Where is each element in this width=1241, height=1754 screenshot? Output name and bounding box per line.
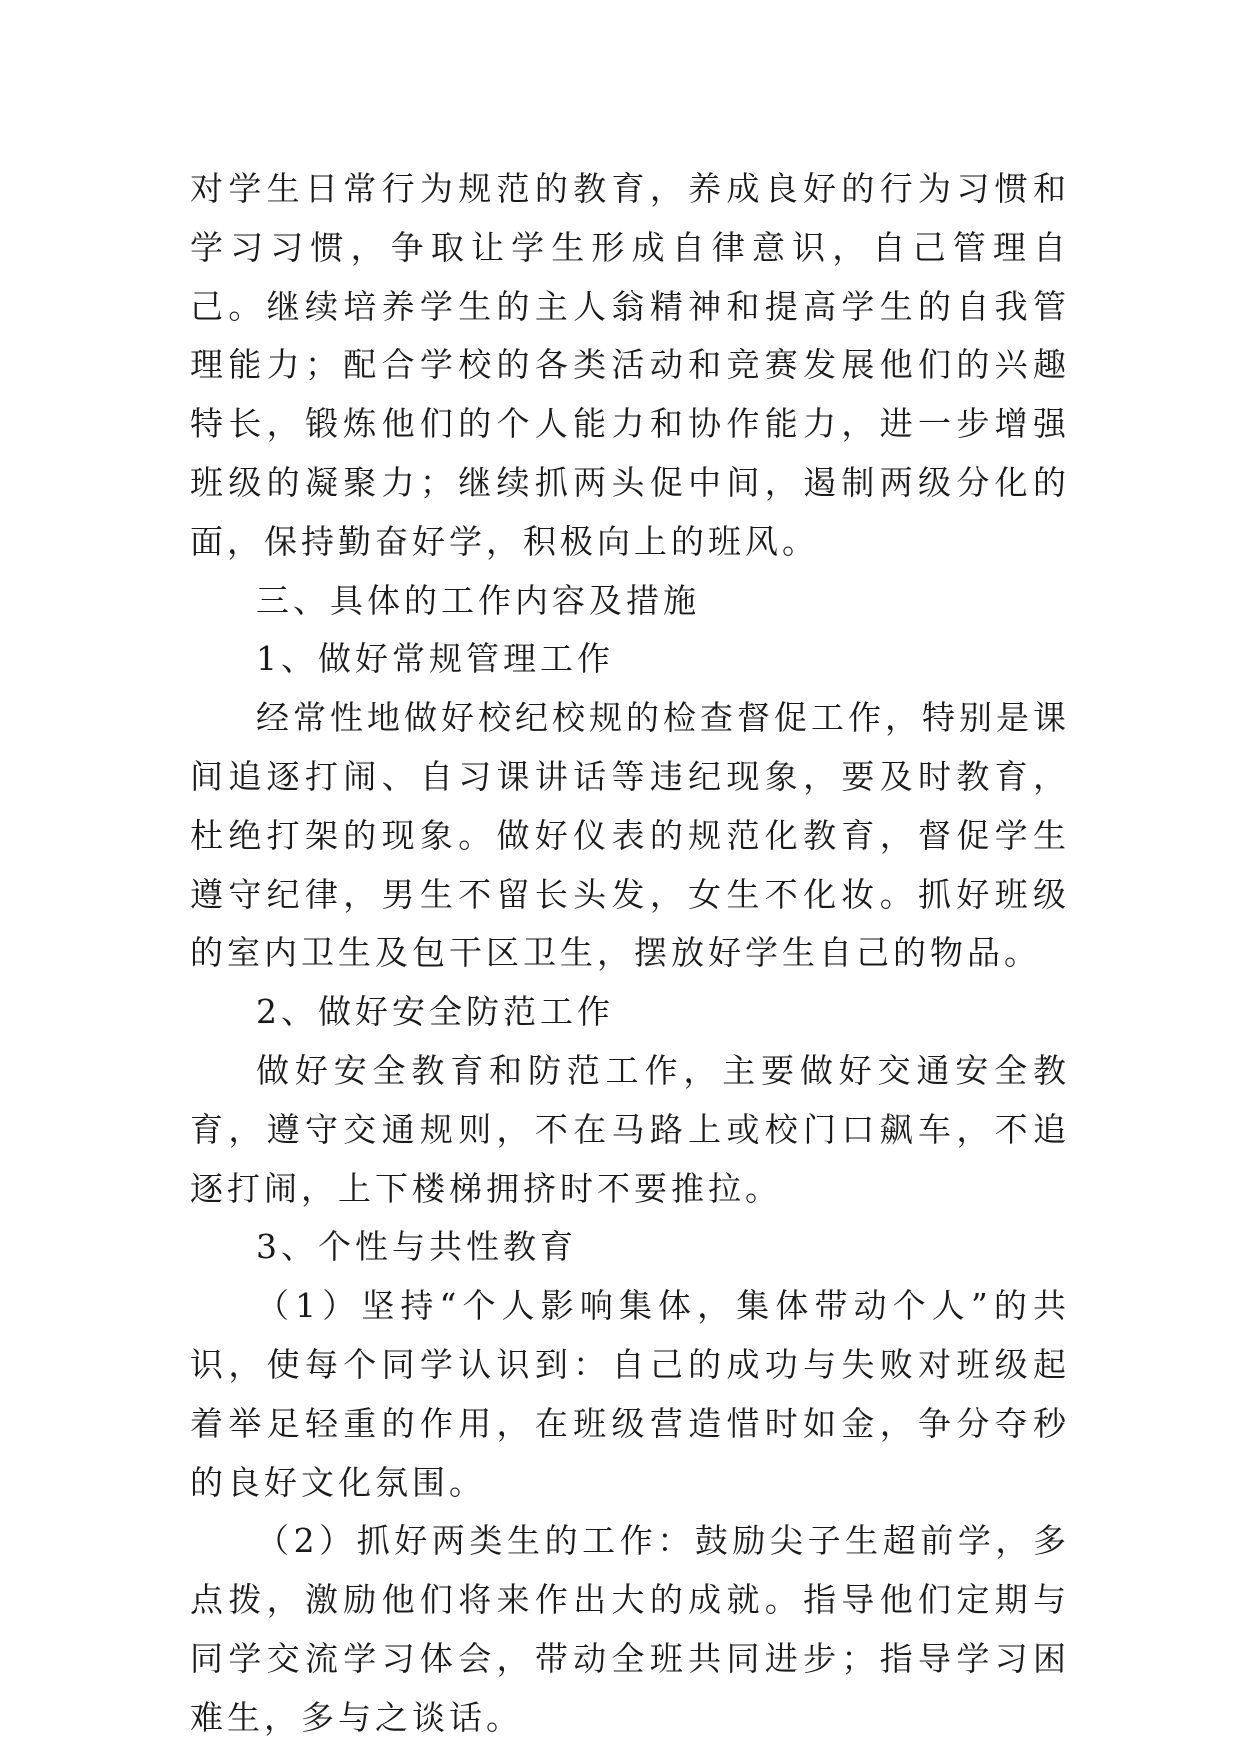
subsection-heading: 2、做好安全防范工作 xyxy=(256,992,614,1032)
subsection-heading: 3、个性与共性教育 xyxy=(256,1227,577,1267)
body-paragraph: （1）坚持“个人影响集体，集体带动个人”的共识，使每个同学认识到：自己的成功与失败对班级起着举足轻重的作用，在班级营造惜时如金，争分夺秒的良好文化氛围。 xyxy=(190,1286,1070,1502)
body-paragraph: 对学生日常行为规范的教育，养成良好的行为习惯和学习习惯，争取让学生形成自律意识，自己管理自己。继续培养学生的主人翁精神和提高学生的自我管理能力；配合学校的各类活动和竞赛发展他们的兴趣特长，锻炼他们的个人能力和协作能力，进一步增强班级的凝聚力；继续抓两头促中间，遏制两级分化的面，保持勤奋好学，积极向上的班风。 xyxy=(190,169,1070,561)
document-body xyxy=(190,160,1070,1748)
subsection-heading: 1、做好常规管理工作 xyxy=(256,639,614,679)
section-heading: 三、具体的工作内容及措施 xyxy=(256,580,700,620)
body-paragraph: 经常性地做好校纪校规的检查督促工作，特别是课间追逐打闹、自习课讲话等违纪现象，要及时教育，杜绝打架的现象。做好仪表的规范化教育，督促学生遵守纪律，男生不留长头发，女生不化妆。抓好班级的室内卫生及包干区卫生，摆放好学生自己的物品。 xyxy=(190,698,1070,973)
body-paragraph: 做好安全教育和防范工作，主要做好交通安全教育，遵守交通规则，不在马路上或校门口飙车，不追逐打闹，上下楼梯拥挤时不要推拉。 xyxy=(190,1050,1070,1208)
body-paragraph: （2）抓好两类生的工作：鼓励尖子生超前学，多点拨，激励他们将来作出大的成就。指导他们定期与同学交流学习体会，带动全班共同进步；指导学习困难生，多与之谈话。 xyxy=(190,1521,1070,1737)
